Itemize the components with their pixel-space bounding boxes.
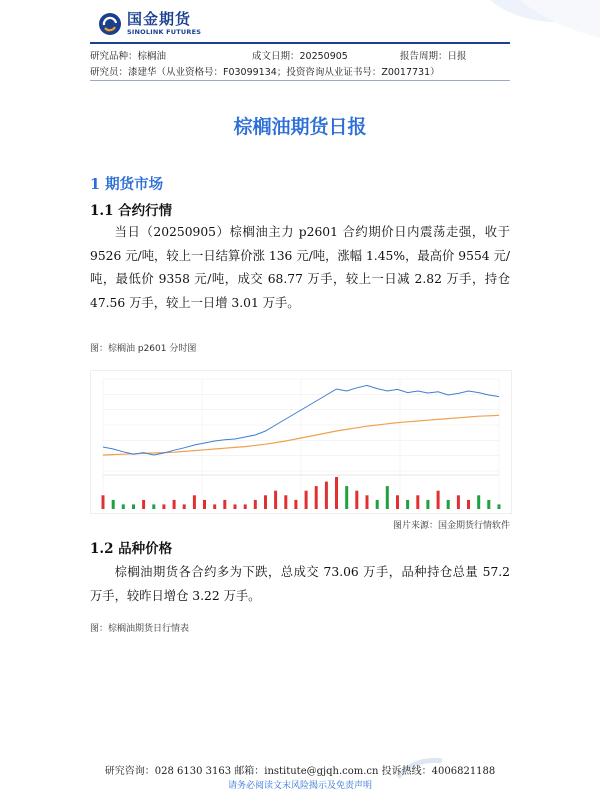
volume-bar [457, 495, 460, 509]
volume-bar [162, 504, 165, 509]
subsection-heading-price: 1.2 品种价格 [90, 541, 173, 557]
volume-bar [142, 500, 145, 509]
volume-bar [345, 486, 348, 509]
volume-bar [355, 491, 358, 509]
price-paragraph [90, 561, 510, 608]
intraday-chart [90, 370, 512, 514]
volume-bar [193, 495, 196, 509]
volume-bar [274, 491, 277, 509]
volume-bar [203, 500, 206, 509]
volume-bar [122, 504, 125, 509]
report-title: 棕榈油期货日报 [233, 116, 367, 138]
volume-bar [264, 495, 267, 509]
volume-bar [416, 495, 419, 509]
volume-bar [487, 500, 490, 509]
volume-bar [477, 495, 480, 509]
volume-bar [335, 477, 338, 509]
volume-bar [294, 500, 297, 509]
research-variety: 研究品种：棕榈油 [90, 51, 167, 62]
volume-bar [498, 504, 501, 509]
report-date: 成文日期：20250905 [252, 51, 348, 62]
footer-disclaimer[interactable]: 请务必阅读文末风险揭示及免责声明 [227, 781, 372, 791]
figure-caption-daily-table: 图：棕榈油期货日行情表 [90, 624, 190, 634]
volume-bar [152, 504, 155, 509]
subsection-heading-contract: 1.1 合约行情 [90, 203, 173, 219]
contract-paragraph [90, 221, 510, 315]
header-divider [90, 42, 510, 44]
footer-contact: 研究咨询：028 6130 3163 邮箱：institute@gjqh.com.cn 投诉热线：4006821188 [104, 766, 496, 777]
volume-bar [173, 500, 176, 509]
volume-bar [305, 491, 308, 509]
volume-bar [376, 500, 379, 509]
volume-bar [234, 504, 237, 509]
contract-paragraph-text: 当日（20250905）棕榈油主力 p2601 合约期价日内震荡走强，收于 9526 元/吨，较上一日结算价涨 136 元/吨，涨幅 1.45%，最高价 9554 元/吨，最低价 9358 元/吨，成交 68.77 万手，较上一日减 2.82 万手，持仓 47.56 万手，较上一日增 3.01 万手。 [90, 225, 510, 310]
volume-bar [284, 495, 287, 509]
meta-divider [90, 80, 510, 81]
logo-cn-text: 国金期货 [127, 10, 192, 29]
volume-bar [132, 504, 135, 509]
figure-source: 图片来源：国金期货行情软件 [392, 521, 510, 531]
volume-bar [102, 495, 105, 509]
volume-bar [213, 504, 216, 509]
volume-bar [254, 500, 257, 509]
volume-bar [183, 504, 186, 509]
volume-bar [386, 486, 389, 509]
analyst-info: 研究员：漆建华（从业资格号：F03099134；投资咨询从业证书号：Z0017731） [90, 67, 440, 78]
volume-bar [396, 495, 399, 509]
volume-bar [467, 500, 470, 509]
volume-bar [447, 500, 450, 509]
figure-caption-intraday: 图：棕榈油 p2601 分时图 [90, 344, 197, 354]
volume-bar [223, 500, 226, 509]
intraday-chart-svg [91, 371, 511, 513]
volume-bar [325, 482, 328, 509]
logo-en-text: SINOLINK FUTURES [127, 28, 202, 37]
section-heading-futures-market: 1 期货市场 [90, 176, 164, 193]
volume-bar [244, 504, 247, 509]
volume-bar [406, 500, 409, 509]
sinolink-logo-icon [98, 12, 122, 36]
volume-bar [315, 486, 318, 509]
price-paragraph-text: 棕榈油期货各合约多为下跌，总成交 73.06 万手，品种持仓总量 57.2 万手，较昨日增仓 3.22 万手。 [90, 565, 510, 603]
volume-bar [112, 500, 115, 509]
volume-bar [437, 491, 440, 509]
volume-bar [366, 495, 369, 509]
company-logo [98, 10, 218, 38]
report-period: 报告周期：日报 [400, 51, 467, 62]
header-decoration-icon [450, 0, 600, 42]
volume-bar [426, 500, 429, 509]
